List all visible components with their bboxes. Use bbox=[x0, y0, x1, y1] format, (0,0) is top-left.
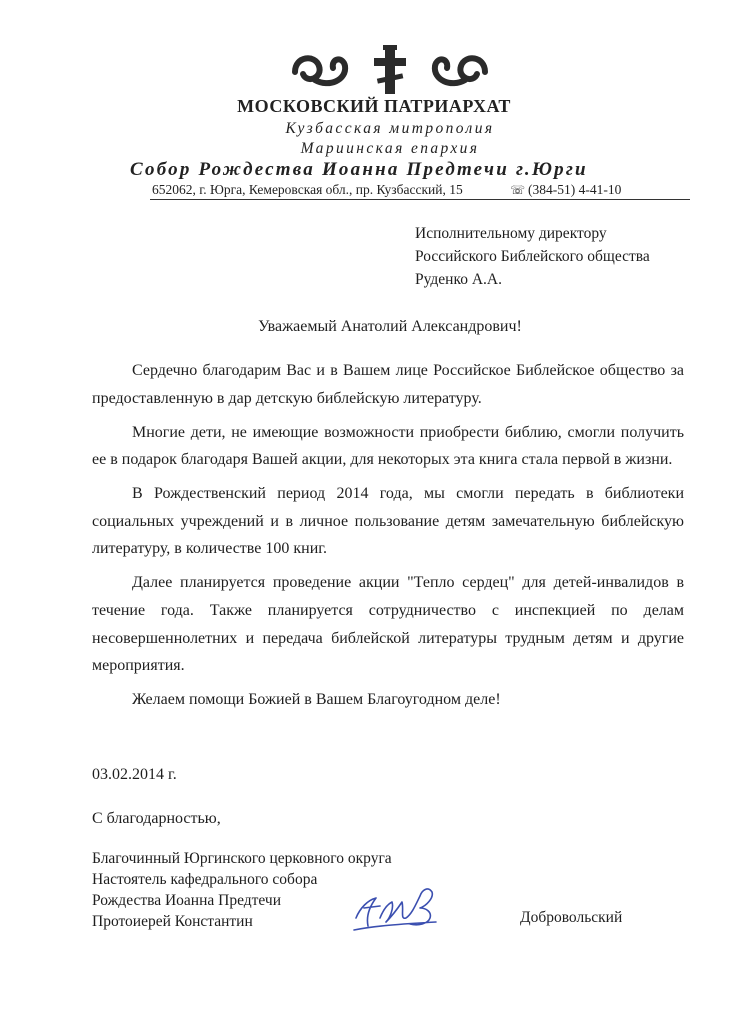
phone-icon: ☏ bbox=[510, 183, 526, 197]
addressee-line: Руденко А.А. bbox=[415, 271, 502, 288]
addressee-line: Российского Библейского общества bbox=[415, 248, 650, 265]
cathedral-name: Собор Рождества Иоанна Предтечи г.Юрги bbox=[130, 159, 588, 180]
letter-date: 03.02.2014 г. bbox=[92, 766, 177, 783]
body-paragraph: В Рождественский период 2014 года, мы смогли передать в библиотеки социальных учреждений и в личное пользование детям замечательную библейскую литературу, в количестве 100 книг. bbox=[92, 485, 684, 558]
body-paragraph: Сердечно благодарим Вас и в Вашем лице Российское Библейское общество за предоставленную в дар детскую библейскую литературу. bbox=[92, 362, 684, 407]
body-paragraph: Многие дети, не имеющие возможности приобрести библию, смогли получить ее в подарок благодаря Вашей акции, для некоторых эта книга стала первой в жизни. bbox=[92, 423, 684, 469]
scroll-ornament-left bbox=[295, 58, 345, 83]
letterhead-emblem bbox=[285, 44, 495, 96]
metropolis-name: Кузбасская митрополия bbox=[285, 120, 495, 137]
cathedral-address: 652062, г. Юрга, Кемеровская обл., пр. Кузбасский, 15 bbox=[152, 182, 463, 197]
phone-number: (384-51) 4-41-10 bbox=[528, 182, 622, 197]
signatory-line: Благочинный Юргинского церковного округа bbox=[92, 850, 392, 867]
cathedral-phone bbox=[510, 182, 621, 198]
body-paragraph: Далее планируется проведение акции "Тепло сердец" для детей-инвалидов в течение года. Также планируется сотрудничество с инспекцией по делам несовершеннолетних и передача библейской литературы трудным детям и другие мероприятия. bbox=[92, 574, 684, 675]
signatory-line: Настоятель кафедрального собора bbox=[92, 871, 318, 888]
signatory-surname: Добровольский bbox=[520, 909, 623, 926]
salutation: Уважаемый Анатолий Александрович! bbox=[258, 318, 522, 335]
letter-body bbox=[92, 357, 684, 720]
orthodox-cross-icon bbox=[374, 45, 406, 94]
patriarchate-title: МОСКОВСКИЙ ПАТРИАРХАТ bbox=[237, 96, 511, 116]
scroll-ornament-right bbox=[435, 58, 485, 83]
body-paragraph: Желаем помощи Божией в Вашем Благоугодном деле! bbox=[132, 691, 501, 709]
letterhead-divider bbox=[150, 199, 690, 200]
eparchy-name: Мариинская епархия bbox=[300, 140, 480, 157]
signatory-block bbox=[92, 848, 392, 932]
handwritten-signature bbox=[350, 878, 442, 938]
addressee-block bbox=[415, 222, 650, 291]
signatory-line: Рождества Иоанна Предтечи bbox=[92, 892, 282, 909]
signatory-line: Протоиерей Константин bbox=[92, 913, 253, 930]
closing-phrase: С благодарностью, bbox=[92, 810, 221, 827]
addressee-line: Исполнительному директору bbox=[415, 225, 607, 242]
